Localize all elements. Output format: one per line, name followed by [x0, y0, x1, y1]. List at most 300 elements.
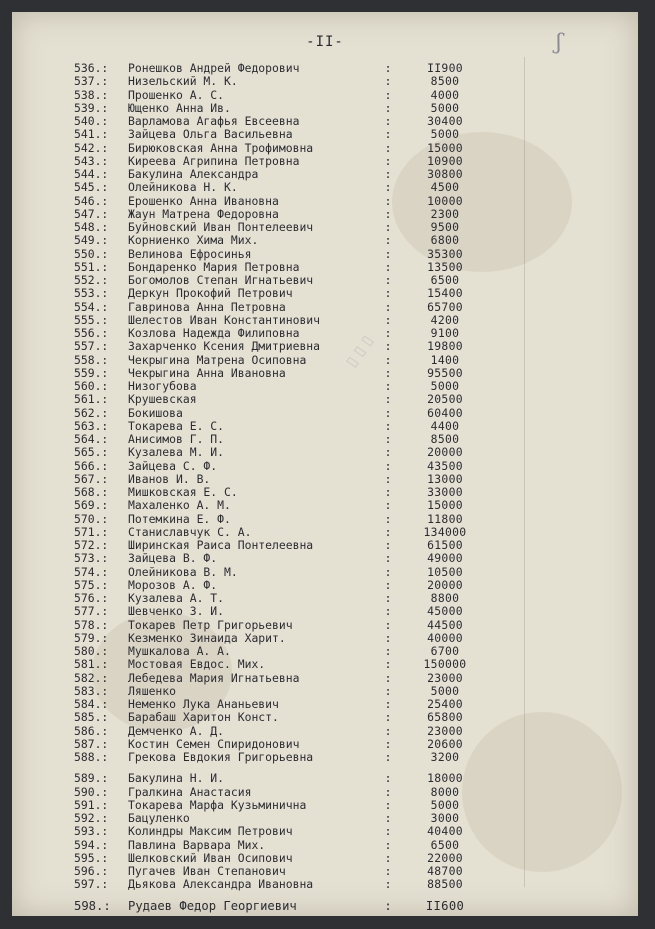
amount: 15000 [427, 498, 463, 513]
person-name: Морозов А. Ф. [128, 577, 218, 592]
person-name: Колиндры Максим Петрович [128, 824, 293, 839]
column-separator: : [384, 114, 392, 128]
amount: 10900 [427, 153, 463, 168]
column-separator: : [384, 657, 392, 672]
person-name: Бакулина Н. И. [128, 771, 225, 786]
ledger-row [12, 274, 638, 287]
person-name: Неменко Лука Ананьевич [128, 697, 279, 711]
amount: 4400 [430, 418, 460, 433]
amount: 9500 [430, 220, 460, 234]
amount: 22000 [427, 850, 463, 865]
amount: 8500 [430, 74, 460, 89]
column-separator: : [384, 326, 392, 340]
amount: 6500 [430, 273, 460, 287]
ledger-rows [12, 62, 638, 913]
column-separator: : [384, 850, 392, 865]
person-name: Мостовая Евдос. Мих. [128, 657, 266, 672]
person-name: Шевченко З. И. [128, 604, 225, 619]
amount: 4000 [430, 87, 460, 102]
amount: 45000 [427, 604, 463, 619]
column-separator: : [384, 74, 392, 89]
ledger-row [12, 513, 638, 526]
person-name: Ерошенко Анна Ивановна [128, 193, 279, 208]
column-separator: : [384, 511, 392, 526]
page-number: -II- [306, 34, 344, 50]
ledger-row [12, 685, 638, 698]
column-separator: : [384, 877, 392, 892]
column-separator: : [384, 723, 392, 738]
amount: 61500 [427, 538, 463, 552]
amount: 5000 [430, 100, 460, 115]
row-number: 565.: [74, 445, 109, 460]
amount: 3000 [430, 811, 460, 825]
amount: 35300 [427, 246, 463, 261]
person-name: Бацуленко [128, 811, 190, 825]
ledger-row [12, 327, 638, 340]
person-name: Чекрыгина Матрена Осиповна [128, 352, 307, 367]
amount: 23000 [427, 723, 463, 738]
amount: 8500 [430, 432, 460, 446]
amount: 134000 [423, 524, 467, 539]
column-separator: : [384, 206, 392, 221]
ledger-row [12, 234, 638, 247]
person-name: Олейникова Н. К. [128, 180, 238, 195]
document-page [12, 12, 638, 916]
row-number: 596.: [74, 864, 109, 878]
person-name: Дьякова Александра Ивановна [128, 877, 314, 892]
amount: II900 [427, 61, 463, 75]
column-separator: : [384, 100, 392, 115]
column-separator: : [384, 670, 392, 685]
ledger-row [12, 751, 638, 764]
ledger-row [12, 367, 638, 380]
row-number: 570.: [74, 511, 109, 526]
ledger-row [12, 115, 638, 128]
ledger-row [12, 839, 638, 852]
ledger-row [12, 89, 638, 102]
ledger-row [12, 128, 638, 141]
person-name: Прошенко А. С. [128, 87, 225, 102]
person-name: Захарченко Ксения Дмитриевна [128, 339, 321, 354]
ledger-row [12, 195, 638, 208]
ledger-row [12, 446, 638, 459]
column-separator: : [384, 220, 392, 234]
amount: 5000 [430, 797, 460, 812]
amount: 4200 [430, 312, 460, 327]
column-separator: : [384, 811, 392, 825]
ledger-row [12, 698, 638, 711]
row-number: 564.: [74, 432, 109, 446]
ledger-row [12, 155, 638, 168]
row-number: 573.: [74, 551, 109, 566]
amount: 5000 [430, 379, 460, 393]
row-number: 568.: [74, 485, 109, 499]
row-number: 559.: [74, 365, 109, 380]
column-separator: : [384, 617, 392, 632]
row-number: 551.: [74, 259, 109, 274]
row-number: 588.: [74, 750, 109, 764]
ledger-row [12, 526, 638, 539]
row-number: 536.: [74, 61, 109, 75]
person-name: Зайцева Ольга Васильевна [128, 127, 293, 142]
person-name: Богомолов Степан Игнатьевич [128, 273, 314, 287]
person-name: Иванов И. В. [128, 471, 211, 486]
amount: 23000 [427, 670, 463, 685]
ledger-row [12, 393, 638, 406]
column-separator: : [384, 498, 392, 513]
row-number: 552.: [74, 273, 109, 287]
person-name: Костин Семен Спиридонович [128, 736, 300, 751]
ledger-row [12, 407, 638, 420]
amount: 150000 [423, 657, 467, 672]
amount: 18000 [427, 771, 463, 786]
person-name: Велинова Ефросинья [128, 246, 252, 261]
amount: 43500 [427, 458, 463, 473]
person-name: Бакулина Александра [128, 167, 259, 181]
row-number: 540.: [74, 114, 109, 128]
amount: 30800 [427, 167, 463, 181]
watermark: ▯ ▯ ▯ [341, 331, 377, 371]
row-number: 549.: [74, 233, 109, 248]
row-number: 548.: [74, 220, 109, 234]
amount: 9100 [430, 326, 460, 340]
row-number: 553.: [74, 286, 109, 301]
person-name: Ронешков Андрей Федорович [128, 61, 300, 75]
ledger-row [12, 772, 638, 785]
person-name: Зайцева В. Ф. [128, 551, 218, 566]
column-separator: : [384, 299, 392, 314]
column-separator: : [384, 630, 392, 645]
row-number: 562.: [74, 405, 109, 420]
row-number: 582.: [74, 670, 109, 685]
person-name: Потемкина Е. Ф. [128, 511, 231, 526]
amount: 30400 [427, 114, 463, 128]
ledger-row [12, 75, 638, 88]
person-name: Ширинская Раиса Понтелеевна [128, 538, 314, 552]
amount: 95500 [427, 365, 463, 380]
column-separator: : [384, 697, 392, 711]
column-separator: : [384, 591, 392, 605]
row-number: 557.: [74, 339, 109, 354]
person-name: Махаленко А. М. [128, 498, 231, 513]
person-name: Олейникова В. М. [128, 564, 238, 579]
person-name: Бондаренко Мария Петровна [128, 259, 300, 274]
row-number: 594.: [74, 837, 109, 852]
person-name: Кузалева М. И. [128, 445, 225, 460]
row-number: 579.: [74, 630, 109, 645]
ledger-row [12, 725, 638, 738]
person-name: Кузалева А. Т. [128, 591, 225, 605]
row-number: 578.: [74, 617, 109, 632]
amount: 6800 [430, 233, 460, 248]
ledger-row [12, 799, 638, 812]
ledger-row [12, 62, 638, 75]
amount: 20600 [427, 736, 463, 751]
row-number: 575.: [74, 577, 109, 592]
column-separator: : [384, 551, 392, 566]
column-separator: : [384, 233, 392, 248]
person-name: Корниенко Хима Мих. [128, 233, 259, 248]
amount: 6700 [430, 644, 460, 658]
row-number: 561.: [74, 392, 109, 407]
row-number: 544.: [74, 167, 109, 181]
person-name: Рудаев Федор Георгиевич [128, 898, 297, 913]
column-separator: : [384, 153, 392, 168]
row-number: 589.: [74, 771, 109, 786]
amount: 6500 [430, 837, 460, 852]
row-number: 587.: [74, 736, 109, 751]
ledger-row [12, 865, 638, 878]
amount: 13500 [427, 259, 463, 274]
amount: 2300 [430, 206, 460, 221]
column-separator: : [384, 524, 392, 539]
person-name: Бокишова [128, 405, 183, 420]
row-number: 550.: [74, 246, 109, 261]
person-name: Гралкина Анастасия [128, 784, 252, 799]
column-separator: : [384, 458, 392, 473]
ledger-row [12, 287, 638, 300]
row-number: 543.: [74, 153, 109, 168]
amount: 40000 [427, 630, 463, 645]
row-number: 595.: [74, 850, 109, 865]
row-number: 545.: [74, 180, 109, 195]
ledger-row [12, 221, 638, 234]
person-name: Лебедева Мария Игнатьевна [128, 670, 300, 685]
ledger-row [12, 592, 638, 605]
person-name: Киреева Агрипина Петровна [128, 153, 300, 168]
amount: 33000 [427, 485, 463, 499]
amount: 48700 [427, 864, 463, 878]
ledger-row [12, 852, 638, 865]
ledger-row [12, 248, 638, 261]
person-name: Крушевская [128, 392, 197, 407]
ledger-row [12, 738, 638, 751]
person-name: Деркун Прокофий Петрович [128, 286, 293, 301]
amount: 5000 [430, 127, 460, 142]
amount: 11800 [427, 511, 463, 526]
person-name: Грекова Евдокия Григорьевна [128, 750, 314, 764]
ledger-row [12, 619, 638, 632]
ledger-row [12, 102, 638, 115]
amount: 8800 [430, 591, 460, 605]
column-separator: : [384, 167, 392, 181]
row-number: 541.: [74, 127, 109, 142]
ledger-row [12, 460, 638, 473]
amount: 88500 [427, 877, 463, 892]
ledger-row [12, 340, 638, 353]
ledger-row [12, 420, 638, 433]
person-name: Кезменко Зинаида Харит. [128, 630, 286, 645]
person-name: Станиславчук С. А. [128, 524, 252, 539]
column-separator: : [384, 259, 392, 274]
person-name: Шелестов Иван Константинович [128, 312, 321, 327]
row-number: 567.: [74, 471, 109, 486]
person-name: Барабаш Харитон Конст. [128, 710, 279, 725]
amount: 15400 [427, 286, 463, 301]
column-separator: : [384, 750, 392, 764]
column-separator: : [384, 837, 392, 852]
row-number: 563.: [74, 418, 109, 433]
amount: 25400 [427, 697, 463, 711]
amount: 5000 [430, 683, 460, 698]
ledger-row [12, 301, 638, 314]
row-number: 574.: [74, 564, 109, 579]
person-name: Пугачев Иван Степанович [128, 864, 286, 878]
column-separator: : [384, 127, 392, 142]
amount: 44500 [427, 617, 463, 632]
amount: 65700 [427, 299, 463, 314]
column-separator: : [384, 61, 392, 75]
column-separator: : [384, 379, 392, 393]
amount: 19800 [427, 339, 463, 354]
ledger-row [12, 711, 638, 724]
row-number: 560.: [74, 379, 109, 393]
ledger-row [12, 261, 638, 274]
ledger-row [12, 579, 638, 592]
row-number: 592.: [74, 811, 109, 825]
ledger-row [12, 812, 638, 825]
row-number: 546.: [74, 193, 109, 208]
amount: 10500 [427, 564, 463, 579]
person-name: Зайцева С. Ф. [128, 458, 218, 473]
ledger-row [12, 605, 638, 618]
row-number: 583.: [74, 683, 109, 698]
column-separator: : [384, 736, 392, 751]
person-name: Шелковский Иван Осипович [128, 850, 293, 865]
amount: 40400 [427, 824, 463, 839]
row-number: 586.: [74, 723, 109, 738]
row-number: 566.: [74, 458, 109, 473]
column-separator: : [384, 564, 392, 579]
column-separator: : [384, 273, 392, 287]
column-separator: : [384, 445, 392, 460]
column-separator: : [384, 352, 392, 367]
column-separator: : [384, 392, 392, 407]
person-name: Павлина Варвара Мих. [128, 837, 266, 852]
amount: 1400 [430, 352, 460, 367]
column-separator: : [384, 644, 392, 658]
person-name: Мушкалова А. А. [128, 644, 231, 658]
row-number: 590.: [74, 784, 109, 799]
column-separator: : [384, 577, 392, 592]
column-separator: : [384, 784, 392, 799]
ledger-row [12, 142, 638, 155]
person-name: Ющенко Анна Ив. [128, 100, 231, 115]
person-name: Варламова Агафья Евсеевна [128, 114, 300, 128]
column-separator: : [384, 824, 392, 839]
ledger-row [12, 354, 638, 367]
ledger-row [12, 632, 638, 645]
row-number: 554.: [74, 299, 109, 314]
person-name: Козлова Надежда Филиповна [128, 326, 300, 340]
person-name: Чекрыгина Анна Ивановна [128, 365, 286, 380]
ledger-row [12, 566, 638, 579]
amount: II600 [425, 898, 465, 913]
row-number: 556.: [74, 326, 109, 340]
row-number: 576.: [74, 591, 109, 605]
column-separator: : [384, 246, 392, 261]
row-number: 569.: [74, 498, 109, 513]
amount: 20500 [427, 392, 463, 407]
row-number: 577.: [74, 604, 109, 619]
ledger-row [12, 539, 638, 552]
ledger-row [12, 900, 638, 913]
amount: 20000 [427, 577, 463, 592]
pencil-mark: ʃ [554, 29, 564, 56]
amount: 15000 [427, 140, 463, 155]
person-name: Гавринова Анна Петровна [128, 299, 286, 314]
column-separator: : [384, 286, 392, 301]
person-name: Бирюковская Анна Трофимовна [128, 140, 314, 155]
ledger-row [12, 499, 638, 512]
column-separator: : [384, 864, 392, 878]
amount: 49000 [427, 551, 463, 566]
row-number: 585.: [74, 710, 109, 725]
amount: 60400 [427, 405, 463, 420]
ledger-row [12, 552, 638, 565]
column-separator: : [384, 339, 392, 354]
amount: 8000 [430, 784, 460, 799]
amount: 20000 [427, 445, 463, 460]
row-number: 542.: [74, 140, 109, 155]
ledger-row [12, 314, 638, 327]
ledger-row [12, 672, 638, 685]
ledger-row [12, 181, 638, 194]
column-separator: : [384, 365, 392, 380]
amount: 4500 [430, 180, 460, 195]
row-number: 597.: [74, 877, 109, 892]
column-separator: : [384, 418, 392, 433]
row-number: 581.: [74, 657, 109, 672]
row-number: 572.: [74, 538, 109, 552]
ledger-row [12, 208, 638, 221]
column-separator: : [384, 87, 392, 102]
ledger-row [12, 878, 638, 891]
column-separator: : [384, 485, 392, 499]
person-name: Низельский М. К. [128, 74, 238, 89]
person-name: Анисимов Г. П. [128, 432, 225, 446]
ledger-row [12, 486, 638, 499]
column-separator: : [384, 193, 392, 208]
person-name: Токарева Марфа Кузьминична [128, 797, 307, 812]
row-number: 538.: [74, 87, 109, 102]
column-separator: : [384, 710, 392, 725]
column-separator: : [384, 405, 392, 420]
column-separator: : [384, 180, 392, 195]
amount: 65800 [427, 710, 463, 725]
row-number: 580.: [74, 644, 109, 658]
person-name: Жаун Матрена Федоровна [128, 206, 279, 221]
column-separator: : [384, 140, 392, 155]
row-number: 584.: [74, 697, 109, 711]
ledger-row [12, 786, 638, 799]
person-name: Демченко А. Д. [128, 723, 225, 738]
amount: 3200 [430, 750, 460, 764]
person-name: Токарев Петр Григорьевич [128, 617, 293, 632]
column-separator: : [384, 771, 392, 786]
person-name: Ляшенко [128, 683, 177, 698]
column-separator: : [384, 797, 392, 812]
column-separator: : [384, 898, 392, 913]
column-separator: : [384, 312, 392, 327]
column-separator: : [384, 683, 392, 698]
amount: 13000 [427, 471, 463, 486]
column-separator: : [384, 471, 392, 486]
ledger-row [12, 658, 638, 671]
row-number: 598.: [74, 898, 111, 913]
row-number: 539.: [74, 100, 109, 115]
ledger-row [12, 380, 638, 393]
